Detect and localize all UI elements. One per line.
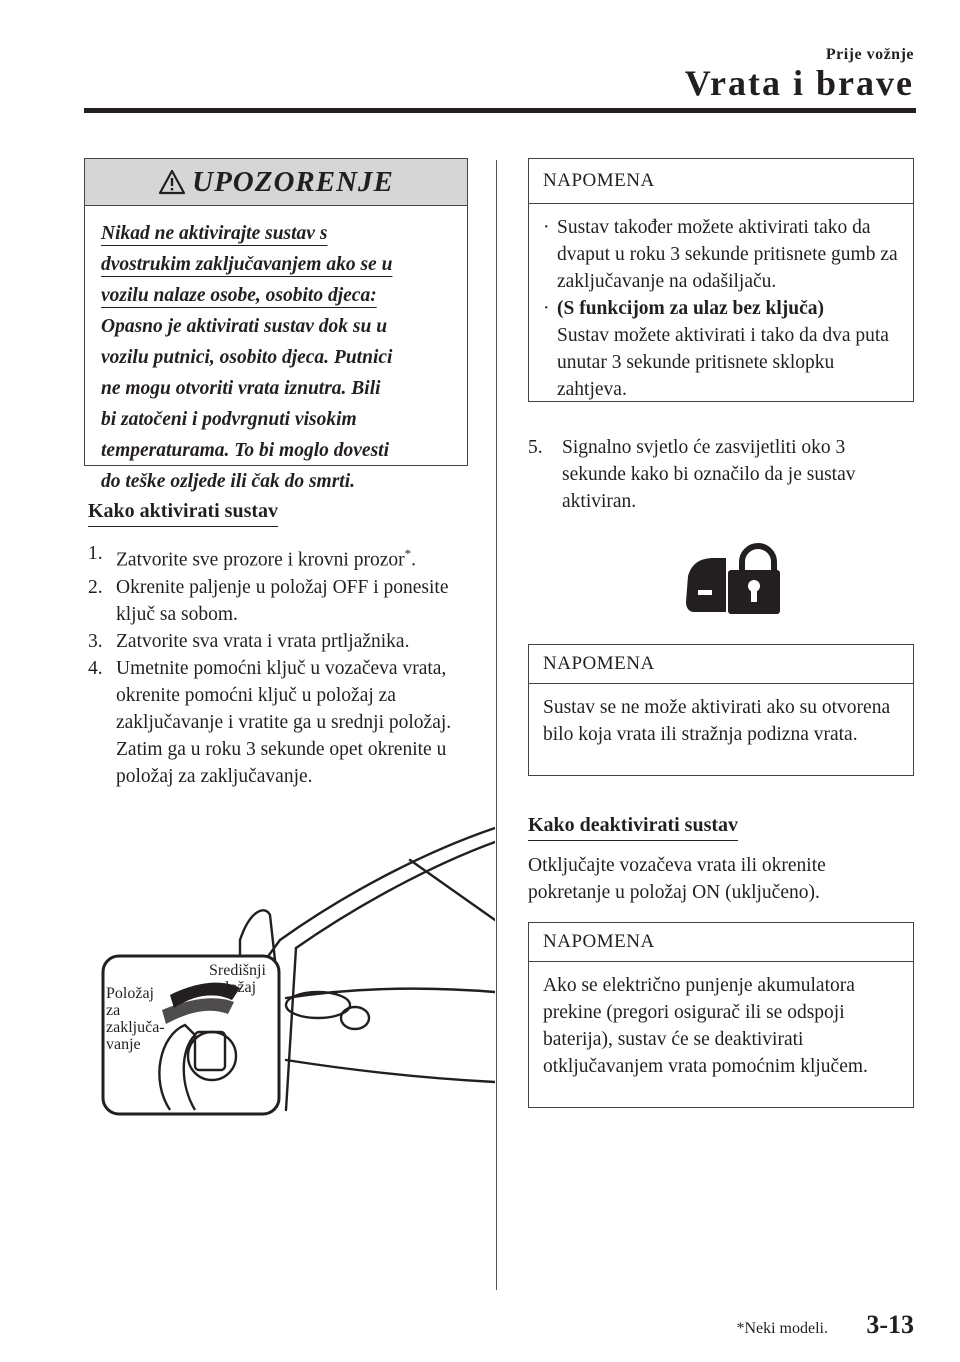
warning-line: vozilu putnici, osobito djeca. Putnici xyxy=(101,347,393,368)
step-item: 3. Zatvorite sva vrata i vrata prtljažnika. xyxy=(88,630,410,652)
deactivate-heading: Kako deaktivirati sustav xyxy=(528,814,738,837)
column-divider xyxy=(496,160,497,1290)
warning-line: dvostrukim zaključavanjem ako se u xyxy=(101,254,393,275)
page-title: Vrata i brave xyxy=(684,63,914,103)
warning-line: vozilu nalaze osobe, osobito djeca: xyxy=(101,285,377,306)
note-body xyxy=(529,204,913,413)
note-box-3 xyxy=(528,922,914,1108)
warning-text xyxy=(85,206,467,497)
step-item: 1. Zatvorite sve prozore i krovni prozor*. xyxy=(88,543,416,571)
footnote: *Neki modeli. xyxy=(736,1320,828,1337)
warning-line: Nikad ne aktivirajte sustav s xyxy=(101,223,328,244)
warning-triangle-icon xyxy=(158,169,186,195)
warning-title: UPOZORENJE xyxy=(192,165,394,198)
page-number: 3-13 xyxy=(866,1310,914,1339)
note-title: NAPOMENA xyxy=(529,159,913,204)
label-center-position: Središnji položaj xyxy=(209,962,266,996)
section-label: Prije vožnje xyxy=(825,46,914,63)
car-door-illustration xyxy=(100,820,495,1120)
note-title: NAPOMENA xyxy=(529,645,913,684)
note-body: Sustav se ne može aktivirati ako su otvorena bilo koja vrata ili stražnja podizna vrata. xyxy=(543,697,891,745)
step-item-5: 5. Signalno svjetlo će zasvijetliti oko 3 sekunde kako bi označilo da je sustav aktiviran. xyxy=(528,437,856,512)
note-box-1 xyxy=(528,158,914,402)
label-lock-position: Položaj za zaključa- vanje xyxy=(106,985,165,1053)
warning-line: temperaturama. To bi moglo dovesti xyxy=(101,440,389,461)
warning-line: ne mogu otvoriti vrata iznutra. Bili xyxy=(101,378,381,399)
note-body: Ako se električno punjenje akumulatora prekine (pregori osigurač ili se odspoji baterija), sustav će se deaktivirati otključavanjem vrata pomoćnim ključem. xyxy=(543,975,868,1077)
warning-line: Opasno je aktivirati sustav dok su u xyxy=(101,316,388,337)
activate-steps xyxy=(88,540,488,790)
note-title: NAPOMENA xyxy=(529,923,913,962)
warning-header xyxy=(85,159,467,206)
activate-heading: Kako aktivirati sustav xyxy=(88,500,278,523)
note-bullet: · (S funkcijom za ulaz bez ključa) Sustav možete aktivirati i tako da dva puta unutar 3 sekunde pritisnete sklopku zahtjeva. xyxy=(543,298,889,400)
security-indicator-icon xyxy=(684,542,782,618)
step-item: 4. Umetnite pomoćni ključ u vozačeva vrata, okrenite pomoćni ključ u položaj za zaključavanje i vratite ga u srednji položaj. Zatim ga u roku 3 sekunde opet okrenite u položaj za zaključavanje. xyxy=(88,657,452,787)
deactivate-text: Otključajte vozačeva vrata ili okrenite pokretanje u položaj ON (uključeno). xyxy=(528,855,826,903)
note-box-2 xyxy=(528,644,914,776)
warning-line: do teške ozljede ili čak do smrti. xyxy=(101,471,356,492)
warning-line: bi zatočeni i podvrgnuti visokim xyxy=(101,409,357,430)
warning-box xyxy=(84,158,468,492)
note-bullet: · Sustav također možete aktivirati tako da dvaput u roku 3 sekunde pritisnete gumb za zaključavanje na odašiljaču. xyxy=(543,217,898,292)
header-rule xyxy=(84,108,916,113)
step-item: 2. Okrenite paljenje u položaj OFF i ponesite ključ sa sobom. xyxy=(88,576,449,625)
